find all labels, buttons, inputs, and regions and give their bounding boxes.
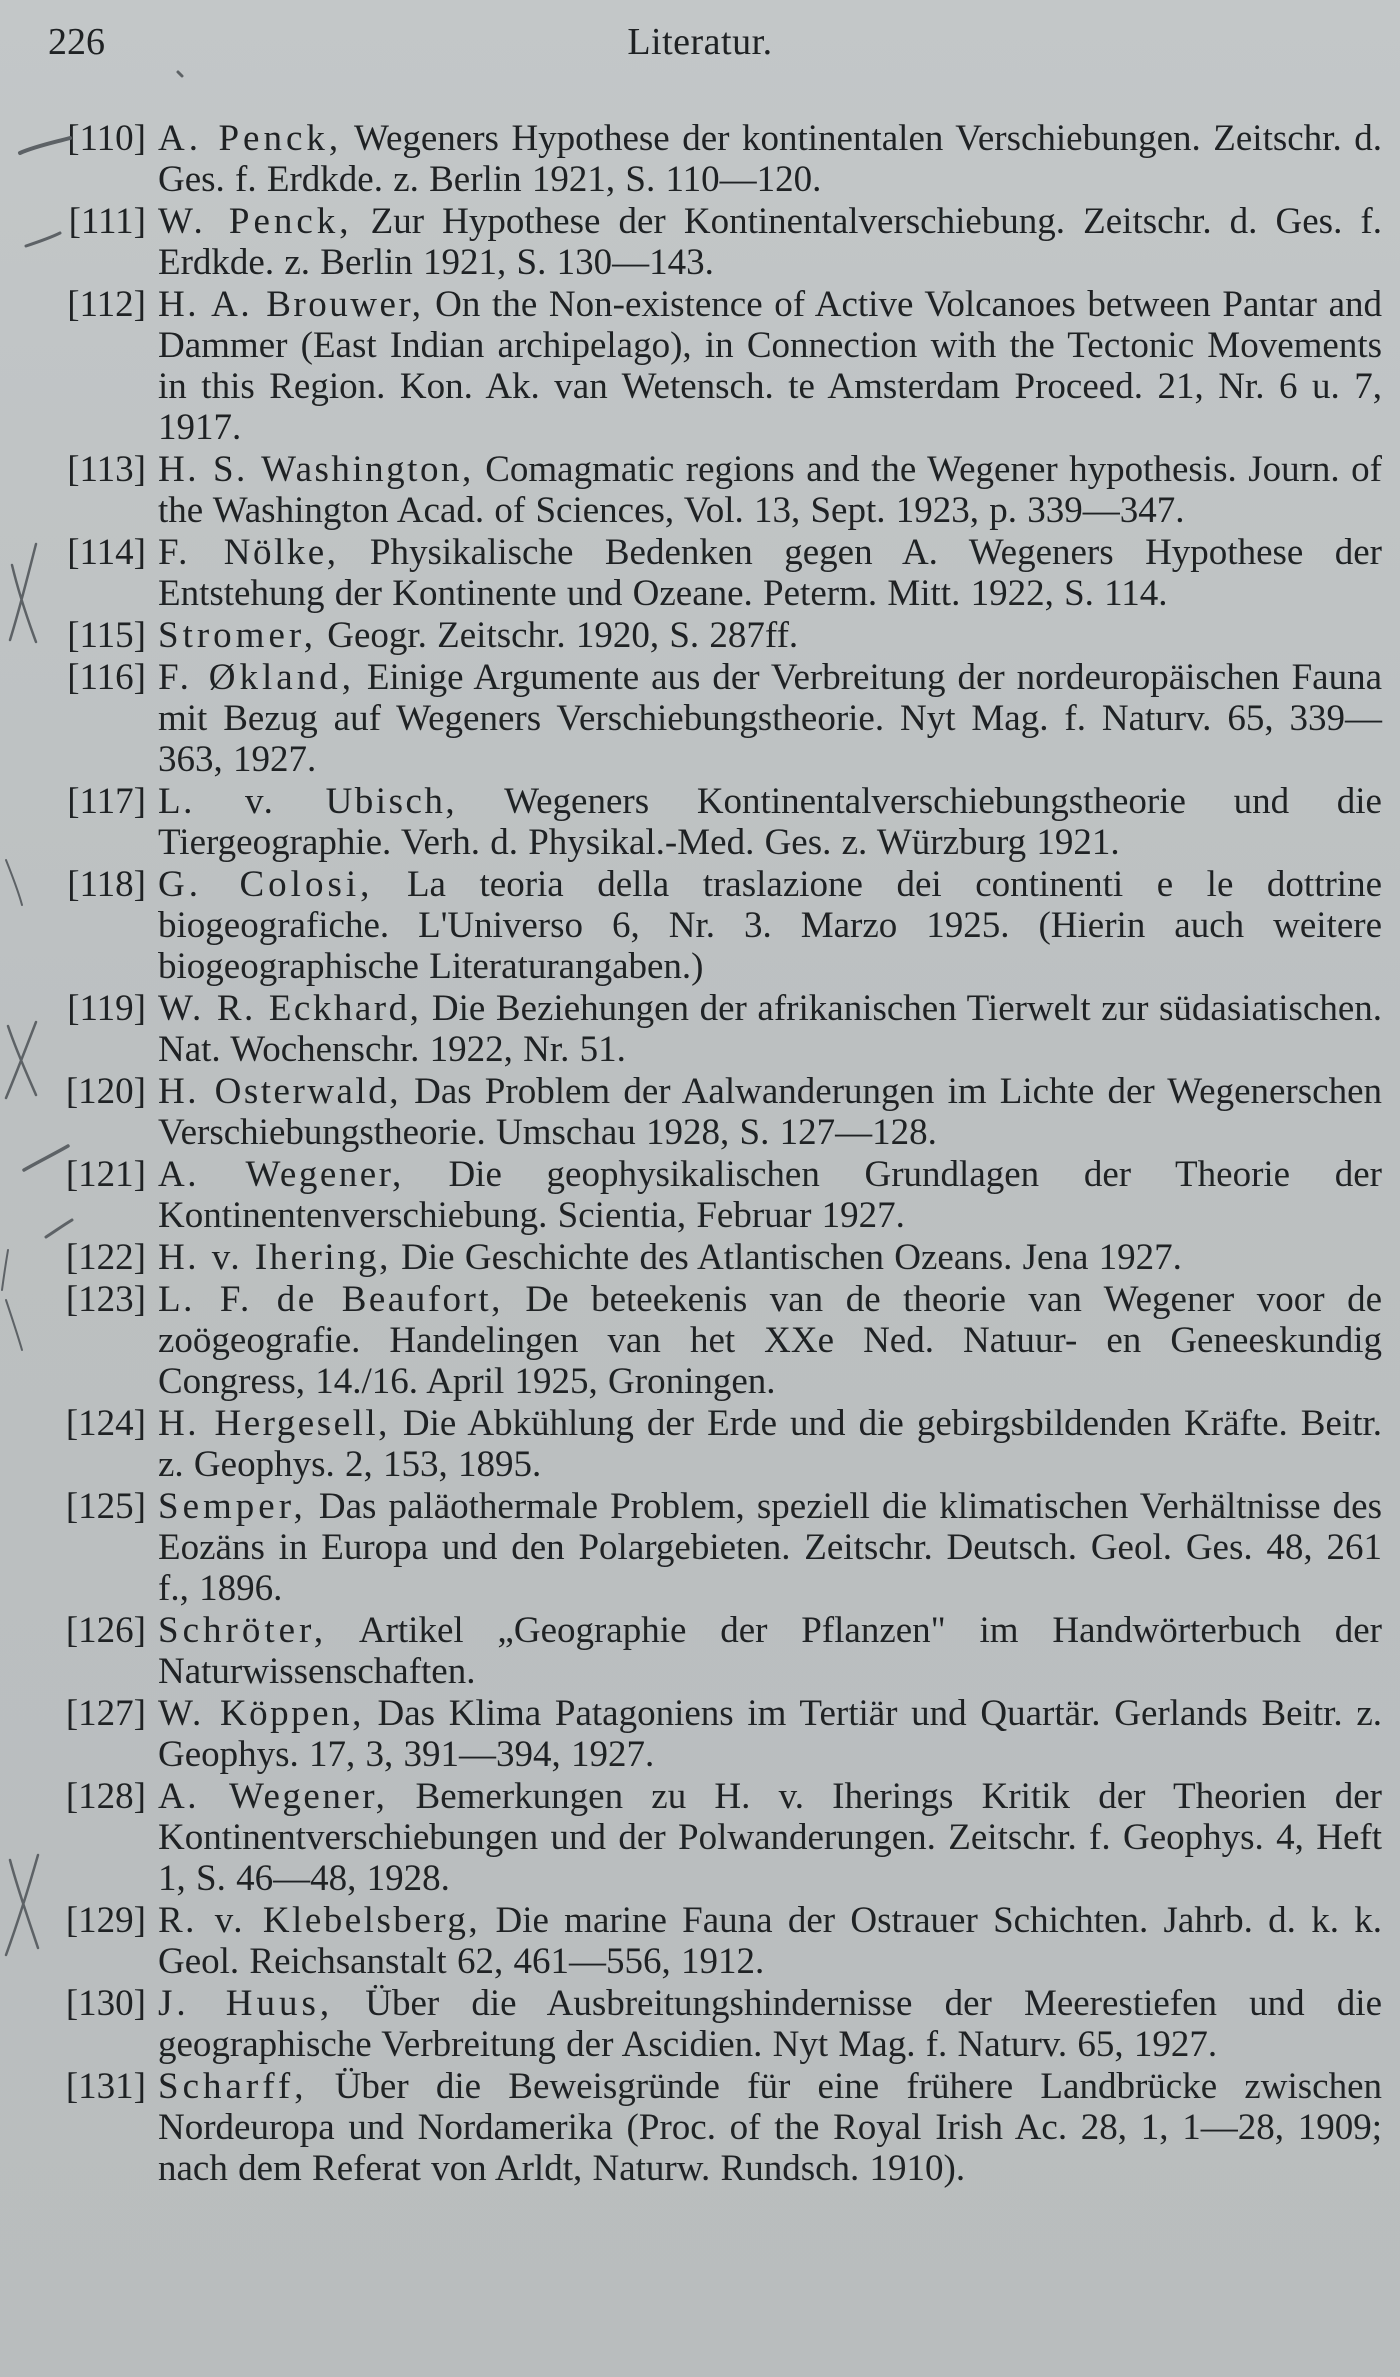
reference-author: F. Økland, (158, 657, 355, 698)
reference-item-111 (48, 201, 1382, 283)
reference-item-121 (48, 1154, 1382, 1236)
reference-number: [111] (68, 201, 146, 242)
reference-number: [131] (65, 2066, 146, 2107)
reference-author: W. R. Eckhard, (158, 988, 422, 1029)
running-head: Literatur. (627, 21, 773, 63)
reference-text: Wegeners Kontinentalverschiebungstheorie und die Tiergeographie. Verh. d. Physikal.-Med. Ges. z. Würzburg 1921. (158, 781, 1382, 863)
reference-number: [126] (65, 1610, 146, 1651)
reference-text: On the Non-existence of Active Volcanoes between Pantar and Dammer (East Indian archipelago), in Connection with the Tectonic Movements in this Region. Kon. Ak. van Wetensch. te Amsterdam Proceed. 21, Nr. 6 u. 7, 1917. (158, 284, 1382, 448)
reference-number: [125] (65, 1486, 146, 1527)
reference-text: Die Beziehungen der afrikanischen Tierwelt zur südasiatischen. Nat. Wochenschr. 1922, Nr. 51. (158, 988, 1382, 1070)
reference-text: La teoria della traslazione dei continenti e le dottrine biogeografiche. L'Universo 6, Nr. 3. Marzo 1925. (Hierin auch weitere biogeographische Literaturangaben.) (158, 864, 1383, 987)
reference-author: A. Wegener, (158, 1776, 388, 1817)
reference-text: Das Klima Patagoniens im Tertiär und Quartär. Gerlands Beitr. z. Geophys. 17, 3, 391—394, 1927. (158, 1693, 1382, 1775)
reference-item-110 (48, 118, 1382, 200)
pencil-stroke-mark-122 (6, 1300, 22, 1350)
reference-author: H. A. Brouwer, (158, 284, 424, 325)
reference-author: H. v. Ihering, (158, 1237, 391, 1278)
reference-author: F. Nölke, (158, 532, 339, 573)
reference-author: W. Köppen, (158, 1693, 364, 1734)
reference-number: [112] (67, 284, 146, 325)
reference-item-122 (48, 1237, 1382, 1278)
reference-item-113 (48, 449, 1382, 531)
reference-text: Zur Hypothese der Kontinentalverschiebung. Zeitschr. d. Ges. f. Erdkde. z. Berlin 1921, S. 130—143. (158, 201, 1382, 283)
reference-text: Das Problem der Aalwanderungen im Lichte der Wegenerschen Verschiebungstheorie. Umschau 1928, S. 127—128. (158, 1071, 1382, 1153)
reference-number: [123] (65, 1279, 146, 1320)
reference-author: Semper, (158, 1486, 307, 1527)
reference-number: [121] (65, 1154, 146, 1195)
reference-item-130 (48, 1983, 1382, 2065)
reference-number: [129] (65, 1900, 146, 1941)
reference-item-117 (48, 781, 1382, 863)
reference-item-124 (48, 1403, 1382, 1485)
reference-item-118 (48, 864, 1382, 987)
reference-number: [117] (67, 781, 146, 822)
reference-author: G. Colosi, (158, 864, 374, 905)
reference-text: Physikalische Bedenken gegen A. Wegeners Hypothese der Entstehung der Kontinente und Ozeane. Peterm. Mitt. 1922, S. 114. (158, 532, 1382, 614)
reference-author: H. Osterwald, (158, 1071, 401, 1112)
reference-text: Artikel „Geographie der Pflanzen" im Handwörterbuch der Naturwissenschaften. (158, 1610, 1382, 1692)
reference-number: [115] (67, 615, 146, 656)
page-number: 226 (48, 21, 105, 63)
reference-text: Über die Ausbreitungshindernisse der Meerestiefen und die geographische Verbreitung der Ascidien. Nyt Mag. f. Naturv. 65, 1927. (158, 1983, 1382, 2065)
reference-text: Die Abkühlung der Erde und die gebirgsbildenden Kräfte. Beitr. z. Geophys. 2, 153, 1895. (158, 1403, 1382, 1485)
reference-list (48, 118, 1382, 2190)
reference-author: Scharff, (158, 2066, 308, 2107)
reference-author: Stromer, (158, 615, 317, 656)
pencil-dot-mark-header (178, 72, 182, 76)
reference-item-125 (48, 1486, 1382, 1609)
pencil-stroke-mark-121 (2, 1250, 8, 1290)
reference-item-123 (48, 1279, 1382, 1402)
reference-text: Das paläothermale Problem, speziell die klimatischen Verhältnisse des Eozäns in Europa und den Polargebieten. Zeitschr. Deutsch. Geol. Ges. 48, 261 f., 1896. (158, 1486, 1382, 1609)
reference-author: A. Penck, (158, 118, 343, 159)
reference-item-119 (48, 988, 1382, 1070)
reference-author: L. v. Ubisch, (158, 781, 458, 822)
reference-number: [119] (67, 988, 146, 1029)
reference-text: Geogr. Zeitschr. 1920, S. 287ff. (316, 615, 799, 656)
reference-number: [127] (65, 1693, 146, 1734)
reference-number: [114] (67, 532, 146, 573)
reference-item-126 (48, 1610, 1382, 1692)
reference-number: [124] (65, 1403, 146, 1444)
reference-author: W. Penck, (158, 201, 353, 242)
reference-text: Einige Argumente aus der Verbreitung der nordeuropäischen Fauna mit Bezug auf Wegeners Verschiebungstheorie. Nyt Mag. f. Naturv. 65, 339—363, 1927. (158, 657, 1383, 780)
reference-number: [128] (65, 1776, 146, 1817)
reference-item-114 (48, 532, 1382, 614)
pencil-cross-mark-114 (10, 544, 36, 642)
reference-author: H. Hergesell, (158, 1403, 390, 1444)
reference-item-131 (48, 2066, 1382, 2189)
reference-text: Comagmatic regions and the Wegener hypothesis. Journ. of the Washington Acad. of Sciences, Vol. 13, Sept. 1923, p. 339—347. (158, 449, 1382, 531)
reference-number: [116] (67, 657, 146, 698)
reference-text: Die geophysikalischen Grundlagen der Theorie der Kontinentenverschiebung. Scientia, Februar 1927. (158, 1154, 1382, 1236)
reference-author: L. F. de Beaufort, (158, 1279, 503, 1320)
reference-author: R. v. Klebelsberg, (158, 1900, 481, 1941)
pencil-cross-mark-128 (6, 1855, 38, 1955)
reference-author: A. Wegener, (158, 1154, 404, 1195)
reference-text: De beteekenis van de theorie van Wegener voor de zoögeografie. Handelingen van het XXe Ned. Natuur- en Geneeskundig Congress, 14./16. April 1925, Groningen. (158, 1279, 1382, 1402)
reference-number: [118] (67, 864, 146, 905)
reference-item-115 (48, 615, 1382, 656)
reference-number: [113] (67, 449, 146, 490)
reference-text: Bemerkungen zu H. v. Iherings Kritik der Theorien der Kontinentverschiebungen und der Polwanderungen. Zeitschr. f. Geophys. 4, Heft 1, S. 46—48, 1928. (158, 1776, 1382, 1899)
reference-number: [122] (65, 1237, 146, 1278)
pencil-tick-mark-117 (6, 860, 22, 905)
reference-item-116 (48, 657, 1382, 780)
reference-number: [130] (65, 1983, 146, 2024)
reference-item-127 (48, 1693, 1382, 1775)
reference-text: Die Geschichte des Atlantischen Ozeans. Jena 1927. (390, 1237, 1182, 1278)
reference-author: Schröter, (158, 1610, 328, 1651)
pencil-cross-mark-119 (6, 1022, 36, 1098)
reference-author: J. Huus, (158, 1983, 334, 2024)
reference-text: Wegeners Hypothese der kontinentalen Verschiebungen. Zeitschr. d. Ges. f. Erdkde. z. Berlin 1921, S. 110—120. (158, 118, 1382, 200)
reference-item-129 (48, 1900, 1382, 1982)
reference-text: Die marine Fauna der Ostrauer Schichten. Jahrb. d. k. k. Geol. Reichsanstalt 62, 461—556, 1912. (158, 1900, 1382, 1982)
reference-item-112 (48, 284, 1382, 448)
reference-author: H. S. Washington, (158, 449, 474, 490)
reference-text: Über die Beweisgründe für eine frühere Landbrücke zwischen Nordeuropa und Nordamerika (Proc. of the Royal Irish Ac. 28, 1, 1—28, 1909; nach dem Referat von Arldt, Naturw. Rundsch. 1910). (158, 2066, 1382, 2189)
reference-item-120 (48, 1071, 1382, 1153)
reference-item-128 (48, 1776, 1382, 1899)
reference-number: [120] (65, 1071, 146, 1112)
reference-number: [110] (67, 118, 146, 159)
